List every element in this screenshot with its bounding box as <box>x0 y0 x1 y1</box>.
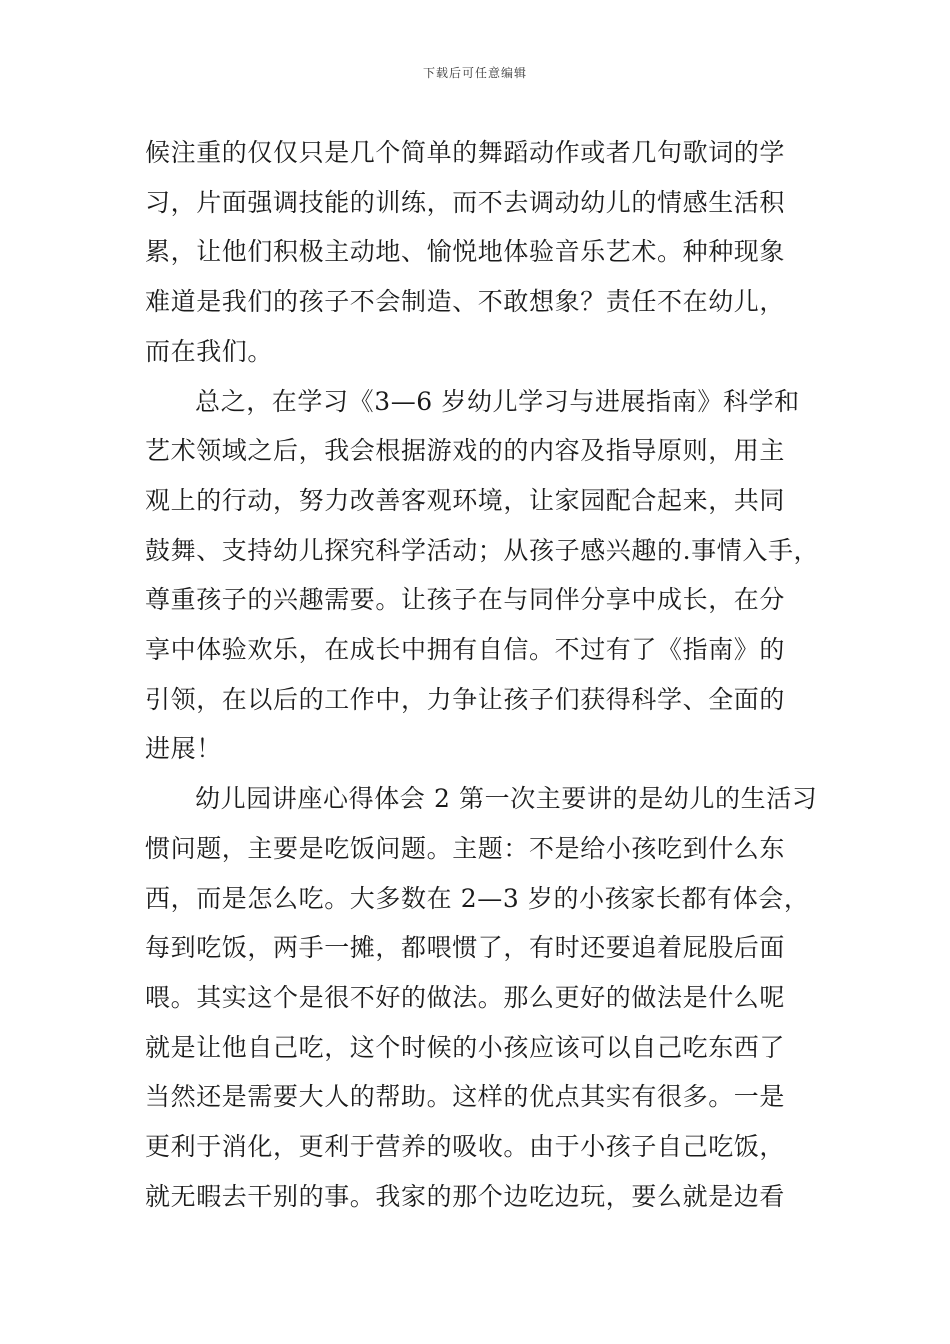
text-line: 尊重孩子的兴趣需要。让孩子在与同伴分享中成长，在分 <box>145 585 786 615</box>
paragraph-1 <box>145 128 810 377</box>
text-line: 惯问题，主要是吃饭问题。主题：不是给小孩吃到什么东 <box>145 833 786 863</box>
text-line: 就是让他自己吃，这个时候的小孩应该可以自己吃东西了 <box>145 1032 786 1062</box>
text-line: 累，让他们积极主动地、愉悦地体验音乐艺术。种种现象 <box>145 237 786 267</box>
page-header: 下载后可任意编辑 <box>422 66 527 80</box>
text-line: 更利于消化，更利于营养的吸收。由于小孩子自己吃饭， <box>145 1132 786 1162</box>
text-line: 引领，在以后的工作中，力争让孩子们获得科学、全面的 <box>145 684 786 714</box>
text-line: 就无暇去干别的事。我家的那个边吃边玩，要么就是边看 <box>145 1181 786 1211</box>
text-line: 难道是我们的孩子不会制造、不敢想象？责任不在幼儿， <box>145 287 786 317</box>
text-line: 当然还是需要大人的帮助。这样的优点其实有很多。一是 <box>145 1082 786 1112</box>
text-line: 每到吃饭，两手一摊，都喂惯了，有时还要追着屁股后面 <box>145 933 786 963</box>
text-line: 鼓舞、支持幼儿探究科学活动；从孩子感兴趣的.事情入手， <box>145 535 820 565</box>
text-line: 喂。其实这个是很不好的做法。那么更好的做法是什么呢 <box>145 982 786 1012</box>
text-line: 进展！ <box>145 734 222 764</box>
text-line: 观上的行动，努力改善客观环境，让家园配合起来，共同 <box>145 485 786 515</box>
paragraph-3 <box>145 774 818 1221</box>
text-line: 艺术领域之后，我会根据游戏的的内容及指导原则，用主 <box>145 436 786 466</box>
text-line-first: 幼儿园讲座心得体会 2 第一次主要讲的是幼儿的生活习 <box>195 784 818 814</box>
text-line: 西，而是怎么吃。大多数在 2—3 岁的小孩家长都有体会， <box>145 883 810 913</box>
document-body <box>145 128 820 1221</box>
text-line-first: 总之，在学习《3—6 岁幼儿学习与进展指南》科学和 <box>195 386 800 416</box>
text-line: 享中体验欢乐，在成长中拥有自信。不过有了《指南》的 <box>145 635 786 665</box>
paragraph-2 <box>145 377 820 775</box>
text-line: 候注重的仅仅只是几个简单的舞蹈动作或者几句歌词的学 <box>145 138 786 167</box>
text-line: 而在我们。 <box>145 336 274 366</box>
text-line: 习，片面强调技能的训练，而不去调动幼儿的情感生活积 <box>145 187 786 217</box>
